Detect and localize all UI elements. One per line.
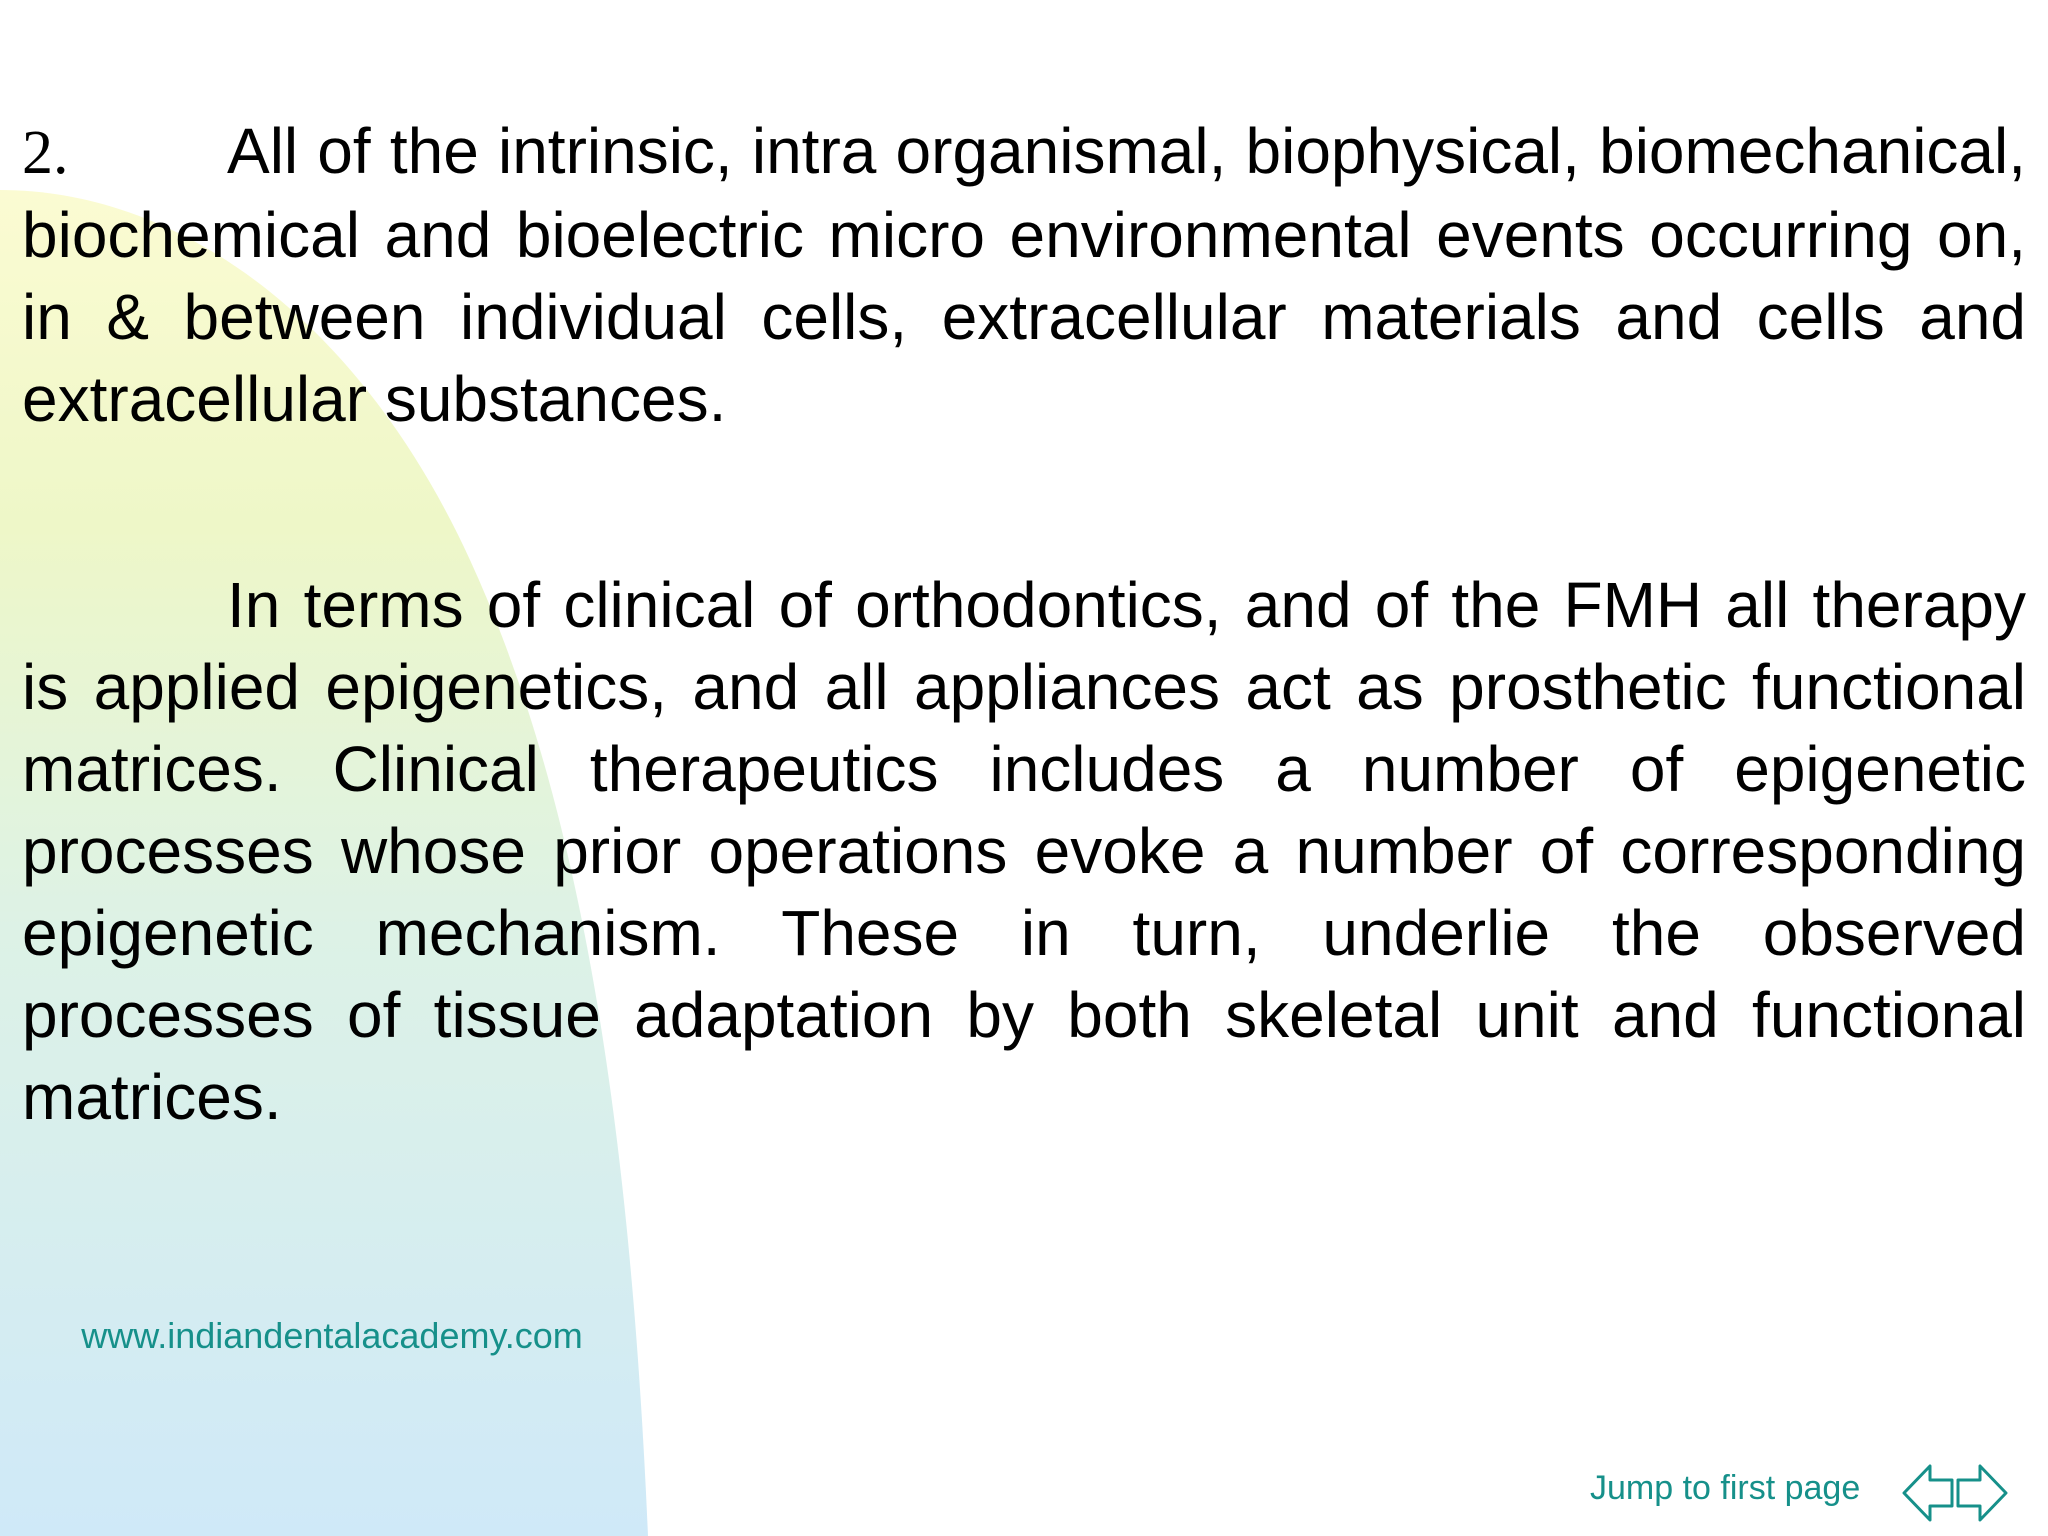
paragraph-1-text: All of the intrinsic, intra organismal, biophysical, biomechanical, biochemical and bioelectric micro environmental events occurring on, in & between individual cells, extracellular materials and cells and extracellular substances. — [22, 115, 2026, 435]
arrow-left-icon[interactable] — [1904, 1466, 1952, 1520]
website-url: www.indiandentalacademy.com — [81, 1315, 583, 1356]
navigation-arrows — [1900, 1460, 2010, 1526]
jump-to-first-page-link[interactable]: Jump to first page — [1590, 1469, 1861, 1507]
paragraph-number: 2. — [22, 119, 69, 187]
paragraph-1 — [22, 110, 2026, 440]
paragraph-2 — [22, 564, 2026, 1138]
slide-body — [22, 110, 2026, 1138]
arrow-right-icon[interactable] — [1958, 1466, 2006, 1520]
paragraph-2-text: In terms of clinical of orthodontics, and of the FMH all therapy is applied epigenetics, and all appliances act as prosthetic functional matrices. Clinical therapeutics includes a number of epigenetic processes whose prior operations evoke a number of corresponding epigenetic mechanism. These in turn, underlie the observed processes of tissue adaptation by both skeletal unit and functional matrices. — [22, 569, 2026, 1133]
